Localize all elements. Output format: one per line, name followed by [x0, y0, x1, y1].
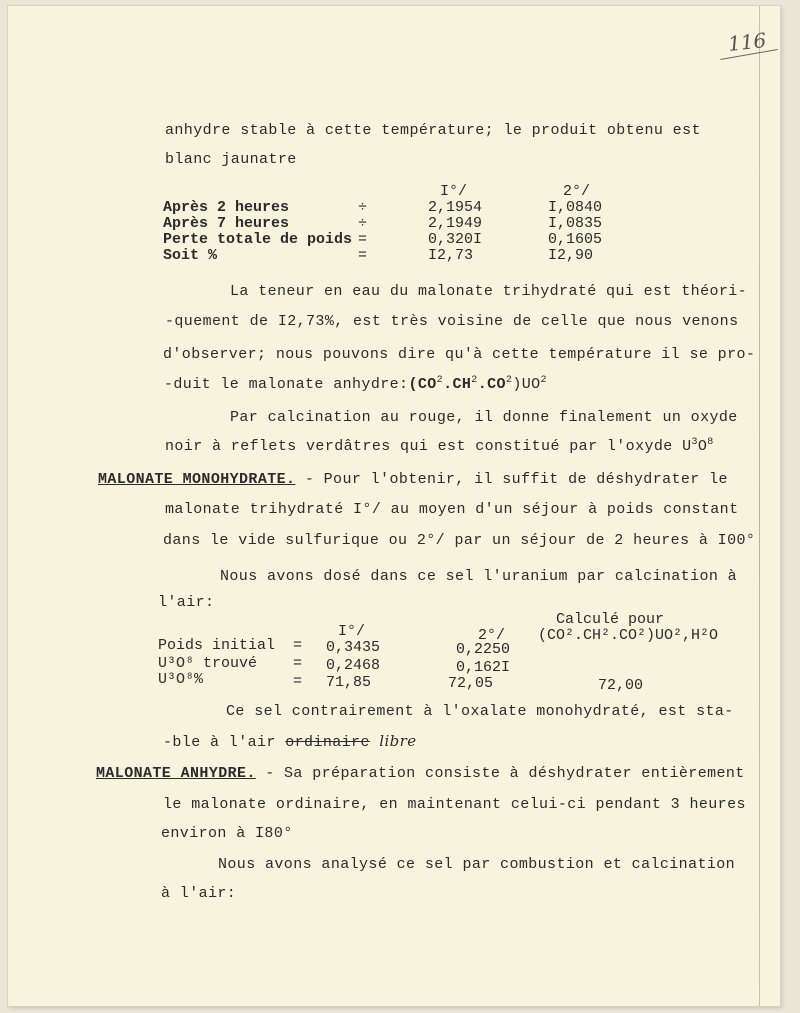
table-2-row-op: = [293, 637, 303, 654]
paragraph-5-line-1: Nous avons dosé dans ce sel l'uranium par calcination à [220, 568, 738, 585]
paragraph-3-line-1: Par calcination au rouge, il donne finalement un oxyde [230, 409, 738, 426]
document-page [8, 6, 780, 1006]
paragraph-6-line-2-text: -ble à l'air [163, 734, 286, 751]
section-heading-anhydre: MALONATE ANHYDRE. [96, 765, 256, 782]
table-1-row-v2: I,0835 [548, 215, 603, 232]
paragraph-2-line-4 [164, 376, 547, 394]
struck-word: ordinaire [285, 734, 370, 751]
table-1-row-v2: I2,90 [548, 247, 594, 264]
table-1-col-2-header: 2°/ [563, 183, 591, 200]
table-2-row-v2: 0,162I [456, 659, 511, 676]
formula-part: (CO [408, 376, 437, 393]
formula-sub: 2 [471, 375, 478, 386]
table-1-row-op: ÷ [358, 199, 368, 216]
paragraph-8-line-2: à l'air: [161, 885, 237, 902]
paragraph-2-line-2: -quement de I2,73%, est très voisine de celle que nous venons [165, 313, 739, 330]
table-2-row-v1: 71,85 [326, 674, 372, 691]
paragraph-4-line-1-text: - Pour l'obtenir, il suffit de déshydrater le [295, 471, 728, 488]
table-1-row-op: = [358, 247, 368, 264]
table-1-row-label: Après 2 heures [163, 199, 290, 216]
paragraph-1-line-2: blanc jaunatre [165, 151, 297, 168]
table-2-row-label: U³O⁸ trouvé [158, 655, 258, 672]
formula-sup: 8 [707, 437, 714, 448]
paragraph-4-line-2: malonate trihydraté I°/ au moyen d'un séjour à poids constant [165, 501, 739, 518]
table-1-col-1-header: I°/ [440, 183, 468, 200]
paragraph-8-line-1: Nous avons analysé ce sel par combustion et calcination [218, 856, 736, 873]
table-1-row-label: Soit % [163, 247, 218, 264]
table-1-row-v1: 0,320I [428, 231, 483, 248]
paragraph-7-line-1 [96, 765, 745, 783]
paragraph-7-line-1-text: - Sa préparation consiste à déshydrater entièrement [255, 765, 745, 782]
paragraph-6-line-1: Ce sel contrairement à l'oxalate monohydraté, est sta- [226, 703, 734, 720]
formula-sub: 2 [505, 375, 513, 386]
page-number: 116 [726, 28, 768, 56]
paragraph-2-line-1: La teneur en eau du malonate trihydraté qui est théori- [230, 283, 748, 300]
table-1-row-v2: 0,1605 [548, 231, 603, 248]
table-1-row-label: Après 7 heures [163, 215, 290, 232]
table-1-row-v1: 2,1954 [428, 199, 483, 216]
table-1-row-v1: 2,1949 [428, 215, 483, 232]
page-edge-line [759, 6, 760, 1006]
table-2-row-v1: 0,2468 [326, 657, 381, 674]
handwritten-correction: libre [379, 732, 417, 750]
paragraph-6-line-2 [163, 732, 417, 752]
paragraph-3-line-2 [165, 438, 714, 456]
formula-part: O [697, 438, 708, 455]
table-2-row-label: Poids initial [158, 637, 276, 654]
formula-sub: 2 [436, 375, 444, 386]
table-2-calc-header-1: Calculé pour [556, 611, 665, 628]
paragraph-3-line-2-text: noir à reflets verdâtres qui est constitué par l'oxyde U [165, 438, 692, 455]
table-1-row-op: ÷ [358, 215, 368, 232]
table-2-row-v3: 72,00 [598, 677, 644, 694]
table-2-calc-header-2: (CO².CH².CO²)UO²,H²O [538, 627, 719, 644]
table-1-row-v1: I2,73 [428, 247, 474, 264]
paragraph-5-line-2: l'air: [158, 594, 215, 611]
paragraph-7-line-2: le malonate ordinaire, en maintenant celui-ci pendant 3 heures [163, 796, 746, 813]
table-2-row-v2: 72,05 [448, 675, 494, 692]
paragraph-2-line-4-text: -duit le malonate anhydre: [164, 376, 409, 393]
paragraph-4-line-1 [98, 471, 728, 489]
formula-sup: 3 [691, 437, 698, 448]
table-1-row-op: = [358, 231, 368, 248]
table-2-col-2-header: 2°/ [478, 627, 506, 644]
formula-sub: 2 [540, 375, 547, 386]
section-heading-monohydrate: MALONATE MONOHYDRATE. [98, 471, 296, 488]
table-2-row-v2: 0,2250 [456, 641, 511, 658]
table-2-row-op: = [293, 673, 303, 690]
paragraph-4-line-3: dans le vide sulfurique ou 2°/ par un séjour de 2 heures à I00° [163, 532, 756, 549]
table-1-row-label: Perte totale de poids [163, 231, 353, 248]
formula-part: .CO [477, 376, 506, 393]
table-2-row-label: U³O⁸% [158, 671, 204, 688]
paragraph-2-line-3: d'observer; nous pouvons dire qu'à cette température il se pro- [163, 346, 756, 363]
paragraph-1-line-1: anhydre stable à cette température; le produit obtenu est [165, 122, 701, 139]
formula-part: )UO [512, 376, 541, 393]
table-1-row-v2: I,0840 [548, 199, 603, 216]
formula-part: .CH [443, 376, 472, 393]
table-2-row-v1: 0,3435 [326, 639, 381, 656]
paragraph-7-line-3: environ à I80° [161, 825, 293, 842]
table-2-row-op: = [293, 655, 303, 672]
table-2-col-1-header: I°/ [338, 623, 366, 640]
